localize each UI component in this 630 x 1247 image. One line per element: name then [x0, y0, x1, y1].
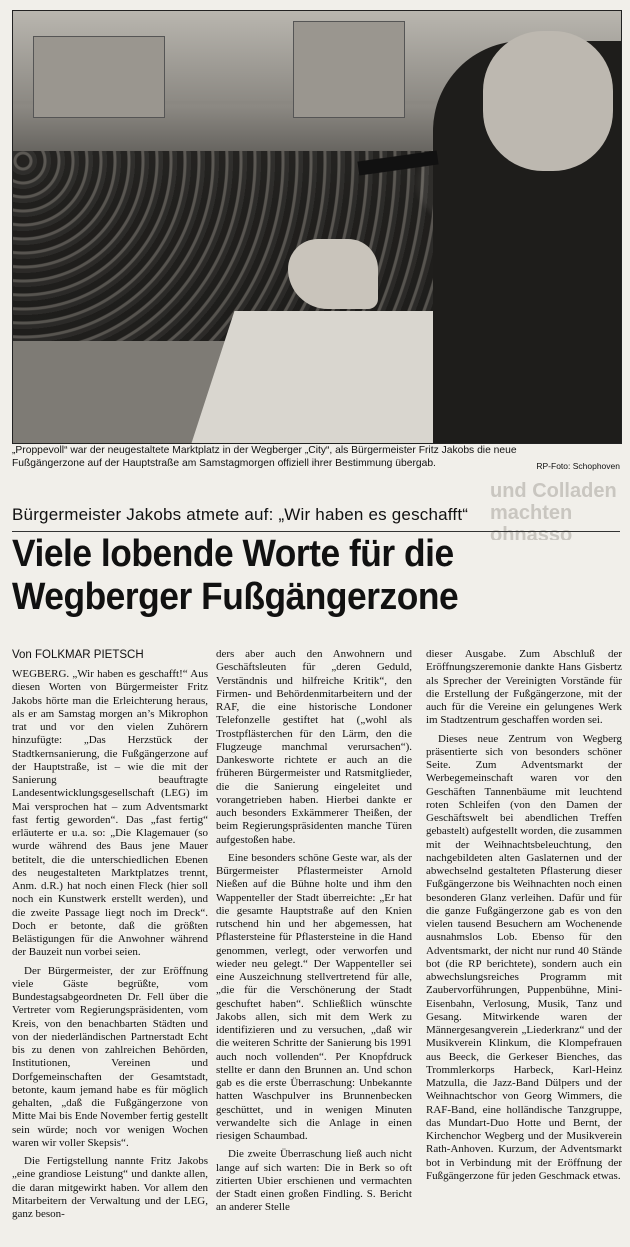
paragraph: WEGBERG. „Wir haben es geschafft!“ Aus diesen Worten von Bürgermeister Fritz Jakobs hörte man die Erleichterung heraus, als er am Samstag morgen an’s Mikrophon trat und vor den vielen Zuhörern hinzufügte: „Das Herzstück der Stadtkernsanierung, die Fußgängerzone auf der Hauptstraße, ist – wie die mit der Sanierung beauftragte Landesentwicklungsgesellschaft (LEG) im Mai versprochen hat – zum Adventsmarkt fast fertig geworden“. Das „fast fertig“ erläuterte er u.a. so: „Die Klagemauer (so wurde während des Baus jene Mauer betitelt, die die unterschiedlichen Ebenen des neugestalteten Marktplatzes trennt, Anm. d.R.) hat noch einen Fleck (hier soll noch ein Kunstwerk erstellt werden), und die zweite Passage liegt noch im Dreck“. Doch er betonte, daß die größten Belästigungen für die Anwohner während der Bauzeit nun vorbei seien. [12, 668, 208, 959]
news-photo [12, 10, 622, 444]
headline [12, 533, 577, 619]
paragraph: Der Bürgermeister, der zur Eröffnung viele Gäste begrüßte, vom Bundestagsabgeordneten Dr. Fell über die Vertreter vom Regierungspräsidenten, vom Kreis, von den benachbarten Städten und von der niederländischen Partnerstadt Echt bis zu denen von zahlreichen Behörden, Institutionen, Vereinen und Dorfgemeinschaften der Gesamtstadt, betonte, kaum jemand habe es für möglich gehalten, „daß die Fußgängerzone von Mitte Mai bis Ende November fertig gestellt sein würde; noch vor wenigen Wochen waren wir voller Skepsis“. [12, 964, 208, 1149]
kicker: Bürgermeister Jakobs atmete auf: „Wir haben es geschafft“ [12, 505, 469, 524]
article-column-2 [216, 648, 412, 1220]
paragraph: Die Fertigstellung nannte Fritz Jakobs „eine grandiose Leistung“ und dankte allen, die daran mitgewirkt haben. Vor allem den Mitarbeitern der Verwaltung und der LEG, ganz beson- [12, 1155, 208, 1220]
paragraph: dieser Ausgabe. Zum Abschluß der Eröffnungszeremonie dankte Hans Gisbertz als Sprecher der Vereinigten Vorstände für die Erstellung der Fußgängerzone, mit der auch für die Vereine ein gelungenes Werk im Stadtzentrum geschaffen worden sei. [426, 648, 622, 727]
article-column-1 [12, 668, 208, 1226]
photo-credit: RP-Foto: Schophoven [536, 461, 620, 471]
photo-house-center [293, 21, 405, 118]
caption-line-1: „Proppevoll“ war der neugestaltete Marktplatz in der Wegberger „City“, als Bürgermeister Fritz Jakobs die neue [12, 445, 517, 456]
photo-caption [12, 444, 620, 470]
caption-line-2: Fußgängerzone auf der Hauptstraße am Samstagmorgen offiziell ihrer Bestimmung übergab. [12, 458, 436, 469]
paragraph: Die zweite Überraschung ließ auch nicht lange auf sich warten: Die in Berk so oft zitierten Ubier erschienen und vermachten der Stadt einen großen Findling. S. Bericht an anderer Stelle [216, 1148, 412, 1214]
photo-speaker-hand [288, 239, 378, 309]
paragraph: ders aber auch den Anwohnern und Geschäftsleuten für „deren Geduld, Verständnis und hilfreiche Kritik“, den Firmen- und Behördenmitarbeitern und der RAF, die eine historische Londoner Telefonzelle gestiftet hat („wohl als Trostpflästerchen für den Lärm, den die Flugzeuge manchmal verursachen“). Dankesworte richtete er auch an die früheren Bürgermeister und Ratsmitglieder, die die Sanierung eingeleitet und vorangetrieben haben. Hierbei dankte er auch besonders Exkämmerer Theißen, der beim Regierungspräsidenten manche Türen aufgestoßen habe. [216, 648, 412, 846]
paragraph: Dieses neue Zentrum von Wegberg präsentierte sich von besonders schöner Seite. Zum Adventsmarkt der Werbegemeinschaft waren vor den Geschäften Tannenbäume mit leuchtend roten Schleifen (von den Damen der Geschäftswelt bei abendlichen Treffen gebastelt) aufgestellt worden, die zusammen mit der Weihnachtsbeleuchtung, den nachgebildeten alten Gaslaternen und der abwechselnd gestalteten Pflasterung dieser Fußgängerzone bis Weihnachten noch einen besonderen Glanz verleihen. Dafür und für die ganze Fußgängerzone gab es von den vielen tausend Besuchern am Wochenende ausnahmslos Lob. Ebenso für den Adventsmarkt, der nicht nur rund 40 Stände bot (die RP berichtete), sondern auch ein abwechslungsreiches Programm mit Zaubervorführungen, Puppenbühne, Mini-Eisenbahn, Verlosung, Musik, Tanz und Gesang. Mitwirkende waren der Männergesangverein „Liederkranz“ und der Musikverein Klinkum, die Klompefrauen aus Beeck, die Gerkeser Bienches, das Trommlerkorps Harbeck, Karl-Heinz Matzulla, die Jazz-Band Dülpers und der Weihnachtschor von Georg Wimmers, die RAF-Band, eine holländische Tanzgruppe, das Mundart-Duo Hotte und Bernt, der Kirchenchor Wegberg und der Musikverein Rath-Anhoven. Kurzum, der Adventsmarkt bot in Verbindung mit der Eröffnung der Fußgängerzone für jeden Geschmack etwas. [426, 732, 622, 1182]
photo-speaker-head [483, 31, 613, 171]
headline-line-1: Viele lobende Worte für die [12, 533, 454, 575]
paragraph: Eine besonders schöne Geste war, als der Bürgermeister Pflastermeister Arnold Nießen auf die Bühne holte und ihm den Wappenteller der Stadt überreichte: „Er hat die gesamte Hauptstraße auf den Knien rutschend hin und her abgemessen, hat Pflastersteine für Pflastersteine in die Hand genommen, verlegt, oder verworfen und wieder neu gelegt.“ Der Wappenteller sei eine Auszeichnung stellvertretend für alle, „die für die Verschönerung der Stadt geschuftet haben“. Schließlich wünschte Jakobs allen, sich mit dem Werk zu identifizieren und zu versuchen, „daß wir die weiteren Schritte der Sanierung bis 1991 auch noch vollenden“. Per Knopfdruck stellte er dann den Brunnen an. Und schon gab es die erste Überraschung: Unbekannte hatten Waschpulver ins Brunnenbecken geschüttet, und in wenigen Minuten verwandelte sich die Anlage in einen riesigen Schaumbad. [216, 851, 412, 1142]
divider [12, 531, 620, 532]
photo-house-left [33, 36, 165, 118]
bleed-through-text: und Colladen machten ohnasso [490, 480, 617, 540]
headline-line-2: Wegberger Fußgängerzone [12, 576, 459, 618]
article-column-3 [426, 648, 622, 1188]
byline: Von FOLKMAR PIETSCH [12, 649, 144, 661]
